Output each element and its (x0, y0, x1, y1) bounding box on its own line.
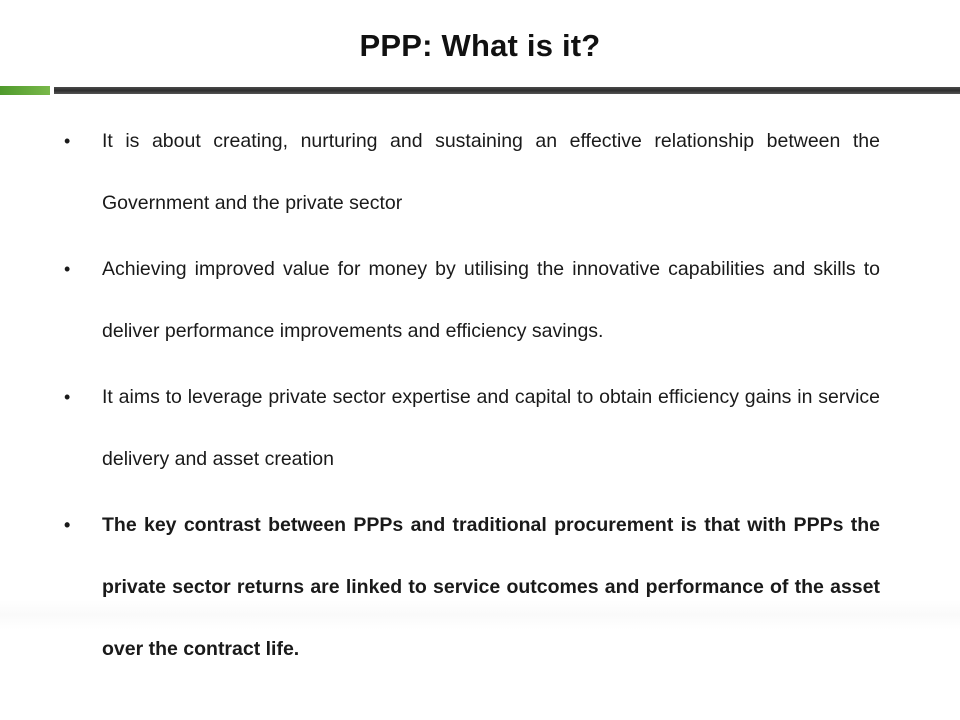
title-underline (0, 86, 960, 95)
bullet-dot-icon: • (64, 387, 71, 407)
bullet-list (62, 110, 880, 684)
accent-rule-segment (0, 86, 50, 95)
bullet-dot-icon: • (64, 131, 71, 151)
background-fade (0, 600, 960, 630)
bullet-item (62, 238, 880, 362)
dark-rule-segment (54, 87, 960, 94)
bullet-text: It aims to leverage private sector expertise and capital to obtain efficiency gains in service delivery and asset creation (102, 386, 880, 470)
bullet-item (62, 366, 880, 490)
bullet-dot-icon: • (64, 259, 71, 279)
bullet-dot-icon: • (64, 515, 71, 535)
slide-title: PPP: What is it? (359, 28, 601, 63)
bullet-item-key-contrast (62, 494, 880, 680)
bullet-text: Achieving improved value for money by utilising the innovative capabilities and skills to deliver performance improvements and efficiency savings. (102, 258, 880, 342)
bullet-item (62, 110, 880, 234)
bullet-text: It is about creating, nurturing and sustaining an effective relationship between the Government and the private sector (102, 130, 880, 214)
bullet-text: The key contrast between PPPs and traditional procurement is that with PPPs the private sector returns are linked to service outcomes and performance of the asset over the contract life. (102, 514, 880, 660)
